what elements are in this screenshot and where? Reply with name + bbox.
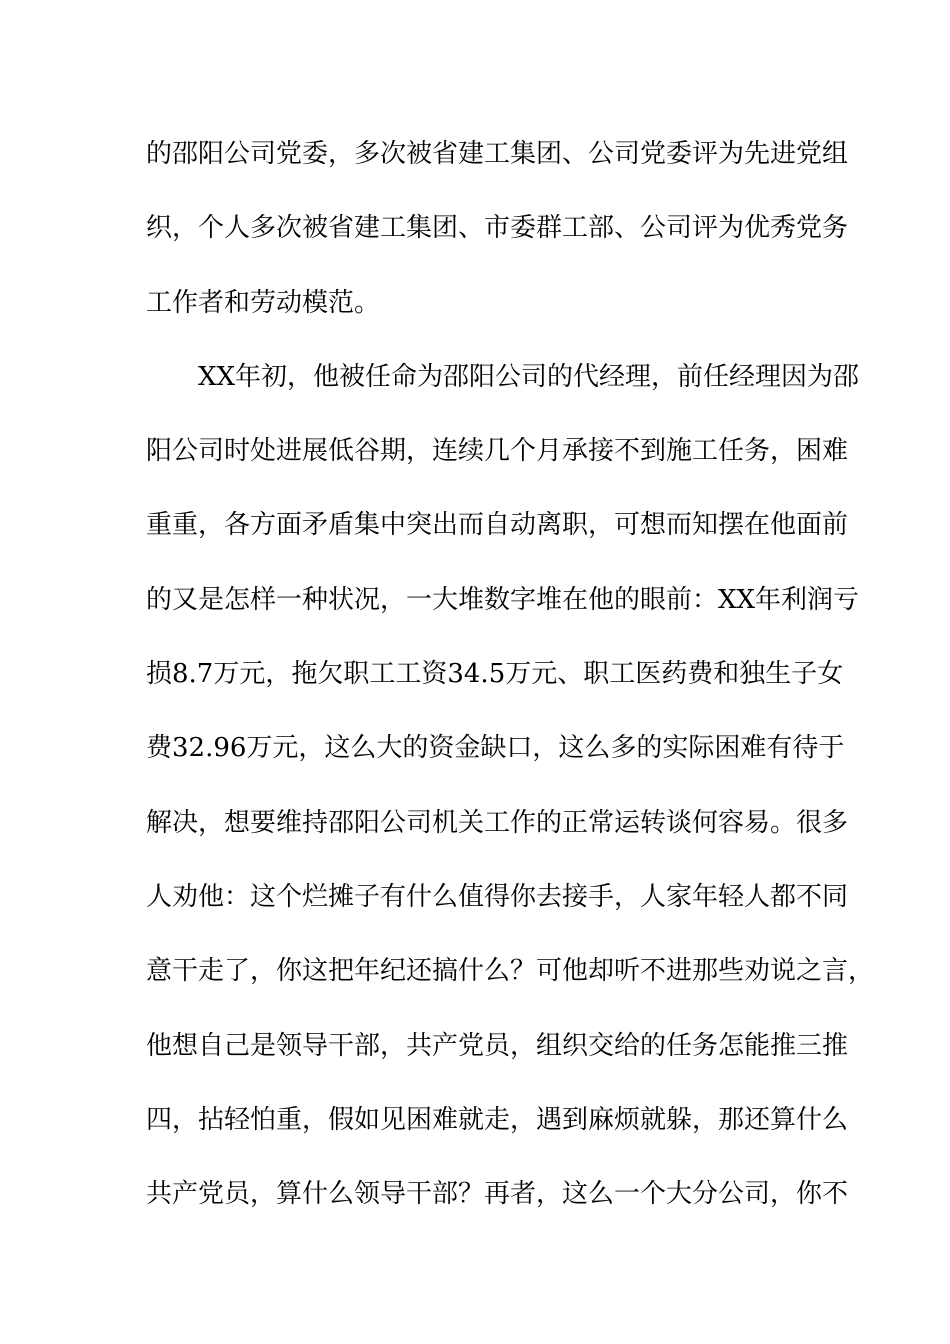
text-line: 四，拈轻怕重，假如见困难就走，遇到麻烦就躲，那还算什么 [146, 1104, 849, 1135]
text-line: 阳公司时处进展低谷期，连续几个月承接不到施工任务，困难 [146, 436, 849, 467]
text-line: 的邵阳公司党委，多次被省建工集团、公司党委评为先进党组 [146, 139, 849, 169]
text-line: 损8.7万元，拖欠职工工资34.5万元、职工医药费和独生子女 [146, 659, 844, 690]
text-line: 人劝他：这个烂摊子有什么值得你去接手，人家年轻人都不同 [146, 881, 849, 912]
text-line: 解决，想要维持邵阳公司机关工作的正常运转谈何容易。很多 [146, 807, 849, 838]
text-line: 重重，各方面矛盾集中突出而自动离职，可想而知摆在他面前 [146, 510, 849, 541]
text-line: 工作者和劳动模范。 [146, 287, 381, 318]
text-line: 共产党员，算什么领导干部？再者，这么一个大分公司，你不 [146, 1179, 849, 1210]
body-text [146, 133, 875, 1247]
text-line: 意干走了，你这把年纪还搞什么？可他却听不进那些劝说之言， [146, 956, 875, 987]
text-line: 的又是怎样一种状况，一大堆数字堆在他的眼前：XX年利润亏 [146, 584, 860, 615]
text-line: 他想自己是领导干部，共产党员，组织交给的任务怎能推三推 [146, 1030, 849, 1061]
text-line: 费32.96万元，这么大的资金缺口，这么多的实际困难有待于 [146, 733, 845, 764]
text-line: 织，个人多次被省建工集团、市委群工部、公司评为优秀党务 [146, 213, 849, 244]
paragraph-first-line: XX年初，他被任命为邵阳公司的代经理，前任经理因为邵 [198, 361, 860, 392]
